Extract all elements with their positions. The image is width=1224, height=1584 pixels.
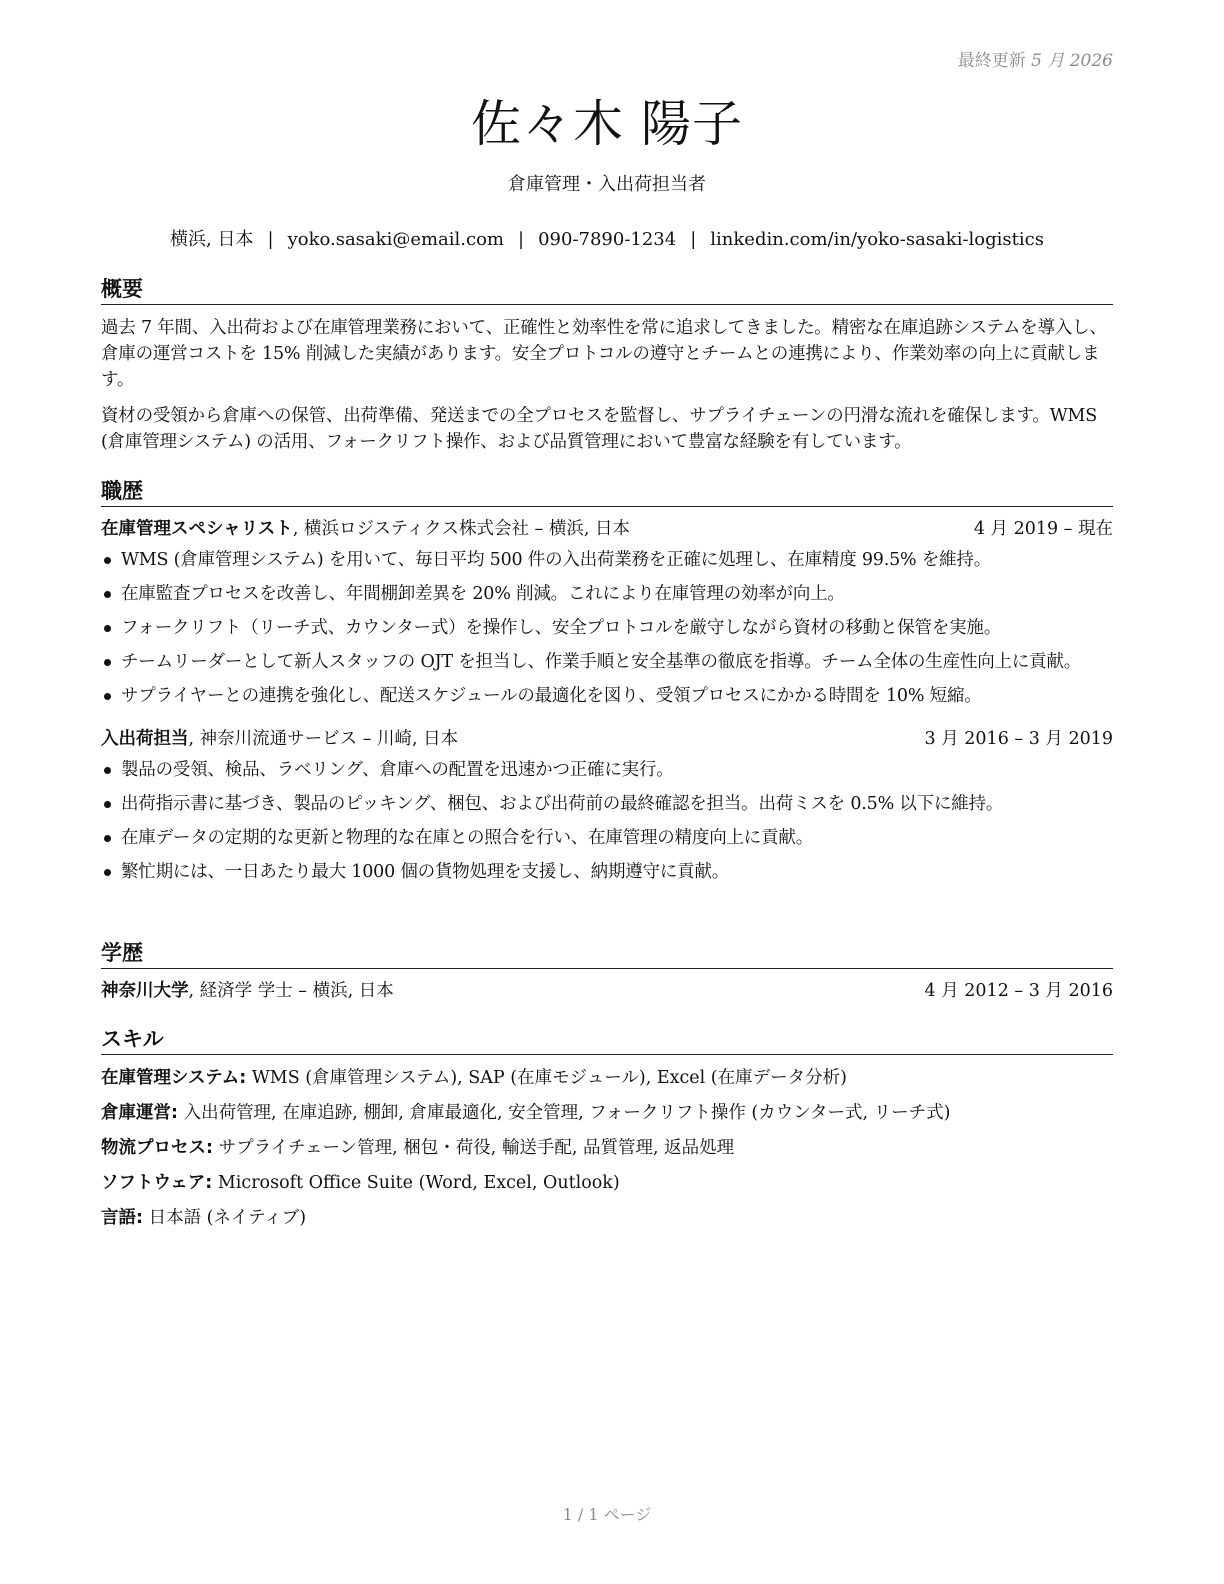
contact-linkedin[interactable]: linkedin.com/in/yoko-sasaki-logistics xyxy=(710,229,1044,250)
bullet-dot-icon xyxy=(104,869,111,876)
summary-paragraph: 過去 7 年間、入出荷および在庫管理業務において、正確性と効率性を常に追求してきました。精密な在庫追跡システムを導入し、倉庫の運営コストを 15% 削減した実績があります。安全プロトコルの遵守とチームとの連携により、作業効率の向上に貢献します。 xyxy=(101,318,1107,390)
last-updated-label: 最終更新 xyxy=(957,51,1026,71)
bullet-text: WMS (倉庫管理システム) を用いて、毎日平均 500 件の入出荷業務を正確に処理し、在庫精度 99.5% を維持。 xyxy=(121,550,992,570)
bullet-item xyxy=(101,791,1113,817)
bullet-dot-icon xyxy=(104,835,111,842)
skill-key: 言語: xyxy=(101,1208,143,1228)
job-bullets xyxy=(101,757,1113,885)
bullet-dot-icon xyxy=(104,801,111,808)
bullet-text: サプライヤーとの連携を強化し、配送スケジュールの最適化を図り、受領プロセスにかかる時間を 10% 短縮。 xyxy=(121,686,982,706)
skill-key: 在庫管理システム: xyxy=(101,1068,247,1088)
job-dates: 3 月 2016 – 3 月 2019 xyxy=(924,729,1113,749)
skills-section xyxy=(101,1026,1113,1240)
bullet-text: 繁忙期には、一日あたり最大 1000 個の貨物処理を支援し、納期遵守に貢献。 xyxy=(121,862,730,882)
bullet-item xyxy=(101,859,1113,885)
job-header xyxy=(101,517,1113,541)
resume-page xyxy=(101,0,1113,1584)
contact-separator: | xyxy=(518,229,525,250)
skill-key: ソフトウェア: xyxy=(101,1173,213,1193)
skill-value: WMS (倉庫管理システム), SAP (在庫モジュール), Excel (在庫データ分析) xyxy=(246,1068,847,1088)
skill-key: 物流プロセス: xyxy=(101,1138,213,1158)
summary-section xyxy=(101,276,1113,465)
bullet-dot-icon xyxy=(104,693,111,700)
section-title-experience: 職歴 xyxy=(101,478,1113,507)
bullet-text: 出荷指示書に基づき、製品のピッキング、梱包、および出荷前の最終確認を担当。出荷ミスを 0.5% 以下に維持。 xyxy=(121,794,1004,814)
skill-value: Microsoft Office Suite (Word, Excel, Outlook) xyxy=(212,1173,620,1193)
skill-row xyxy=(101,1170,1113,1196)
job-role: 入出荷担当 xyxy=(101,729,189,749)
job-role: 在庫管理スペシャリスト xyxy=(101,519,293,539)
job-header xyxy=(101,727,1113,751)
skill-row xyxy=(101,1065,1113,1091)
skill-key: 倉庫運営: xyxy=(101,1103,178,1123)
section-title-education: 学歴 xyxy=(101,940,1113,969)
contact-separator: | xyxy=(690,229,697,250)
section-title-skills: スキル xyxy=(101,1026,1113,1055)
bullet-text: フォークリフト（リーチ式、カウンター式）を操作し、安全プロトコルを厳守しながら資材の移動と保管を実施。 xyxy=(121,618,1002,638)
job-entry xyxy=(101,727,1113,885)
skill-row xyxy=(101,1100,1113,1126)
job-org: , 神奈川流通サービス – 川崎, 日本 xyxy=(188,729,459,749)
job-entry xyxy=(101,517,1113,709)
job-bullets xyxy=(101,547,1113,709)
bullet-item xyxy=(101,757,1113,783)
contact-separator: | xyxy=(267,229,274,250)
bullet-dot-icon xyxy=(104,591,111,598)
summary-paragraph: 資材の受領から倉庫への保管、出荷準備、発送までの全プロセスを監督し、サプライチェーンの円滑な流れを確保します。WMS (倉庫管理システム) の活用、フォークリフト操作、および品質管理において豊富な経験を有しています。 xyxy=(101,406,1097,452)
contact-email[interactable]: yoko.sasaki@email.com xyxy=(287,229,504,250)
skill-row xyxy=(101,1205,1113,1231)
skill-value: サプライチェーン管理, 梱包・荷役, 輸送手配, 品質管理, 返品処理 xyxy=(213,1138,735,1158)
last-updated xyxy=(958,46,1113,71)
bullet-item xyxy=(101,683,1113,709)
contact-line xyxy=(101,225,1113,251)
education-school: 神奈川大学 xyxy=(101,981,189,1001)
contact-location: 横浜, 日本 xyxy=(170,229,254,250)
education-dates: 4 月 2012 – 3 月 2016 xyxy=(924,981,1113,1001)
education-section xyxy=(101,940,1113,1003)
bullet-item xyxy=(101,615,1113,641)
bullet-item xyxy=(101,547,1113,573)
bullet-item xyxy=(101,649,1113,675)
skill-value: 入出荷管理, 在庫追跡, 棚卸, 倉庫最適化, 安全管理, フォークリフト操作 (カウンター式, リーチ式) xyxy=(178,1103,951,1123)
bullet-dot-icon xyxy=(104,659,111,666)
bullet-text: 在庫監査プロセスを改善し、年間棚卸差異を 20% 削減。これにより在庫管理の効率が向上。 xyxy=(121,584,845,604)
bullet-item xyxy=(101,825,1113,851)
last-updated-date: 5 月 2026 xyxy=(1031,51,1113,71)
skill-row xyxy=(101,1135,1113,1161)
bullet-dot-icon xyxy=(104,625,111,632)
bullet-text: 在庫データの定期的な更新と物理的な在庫との照合を行い、在庫管理の精度向上に貢献。 xyxy=(121,828,813,848)
experience-section xyxy=(101,478,1113,893)
bullet-text: チームリーダーとして新人スタッフの OJT を担当し、作業手順と安全基準の徹底を指導。チーム全体の生産性向上に貢献。 xyxy=(121,652,1082,672)
bullet-dot-icon xyxy=(104,557,111,564)
job-org: , 横浜ロジスティクス株式会社 – 横浜, 日本 xyxy=(292,519,630,539)
education-entry xyxy=(101,979,1113,1003)
education-detail: , 経済学 学士 – 横浜, 日本 xyxy=(188,981,394,1001)
candidate-headline: 倉庫管理・入出荷担当者 xyxy=(508,174,706,195)
skill-value: 日本語 (ネイティブ) xyxy=(143,1208,307,1228)
candidate-name: 佐々木 陽子 xyxy=(471,95,743,153)
job-dates: 4 月 2019 – 現在 xyxy=(973,519,1113,539)
page-number: 1 / 1 ページ xyxy=(562,1505,652,1524)
bullet-item xyxy=(101,581,1113,607)
contact-phone[interactable]: 090-7890-1234 xyxy=(538,229,677,250)
bullet-text: 製品の受領、検品、ラベリング、倉庫への配置を迅速かつ正確に実行。 xyxy=(121,760,674,780)
section-title-summary: 概要 xyxy=(101,276,1113,305)
bullet-dot-icon xyxy=(104,767,111,774)
